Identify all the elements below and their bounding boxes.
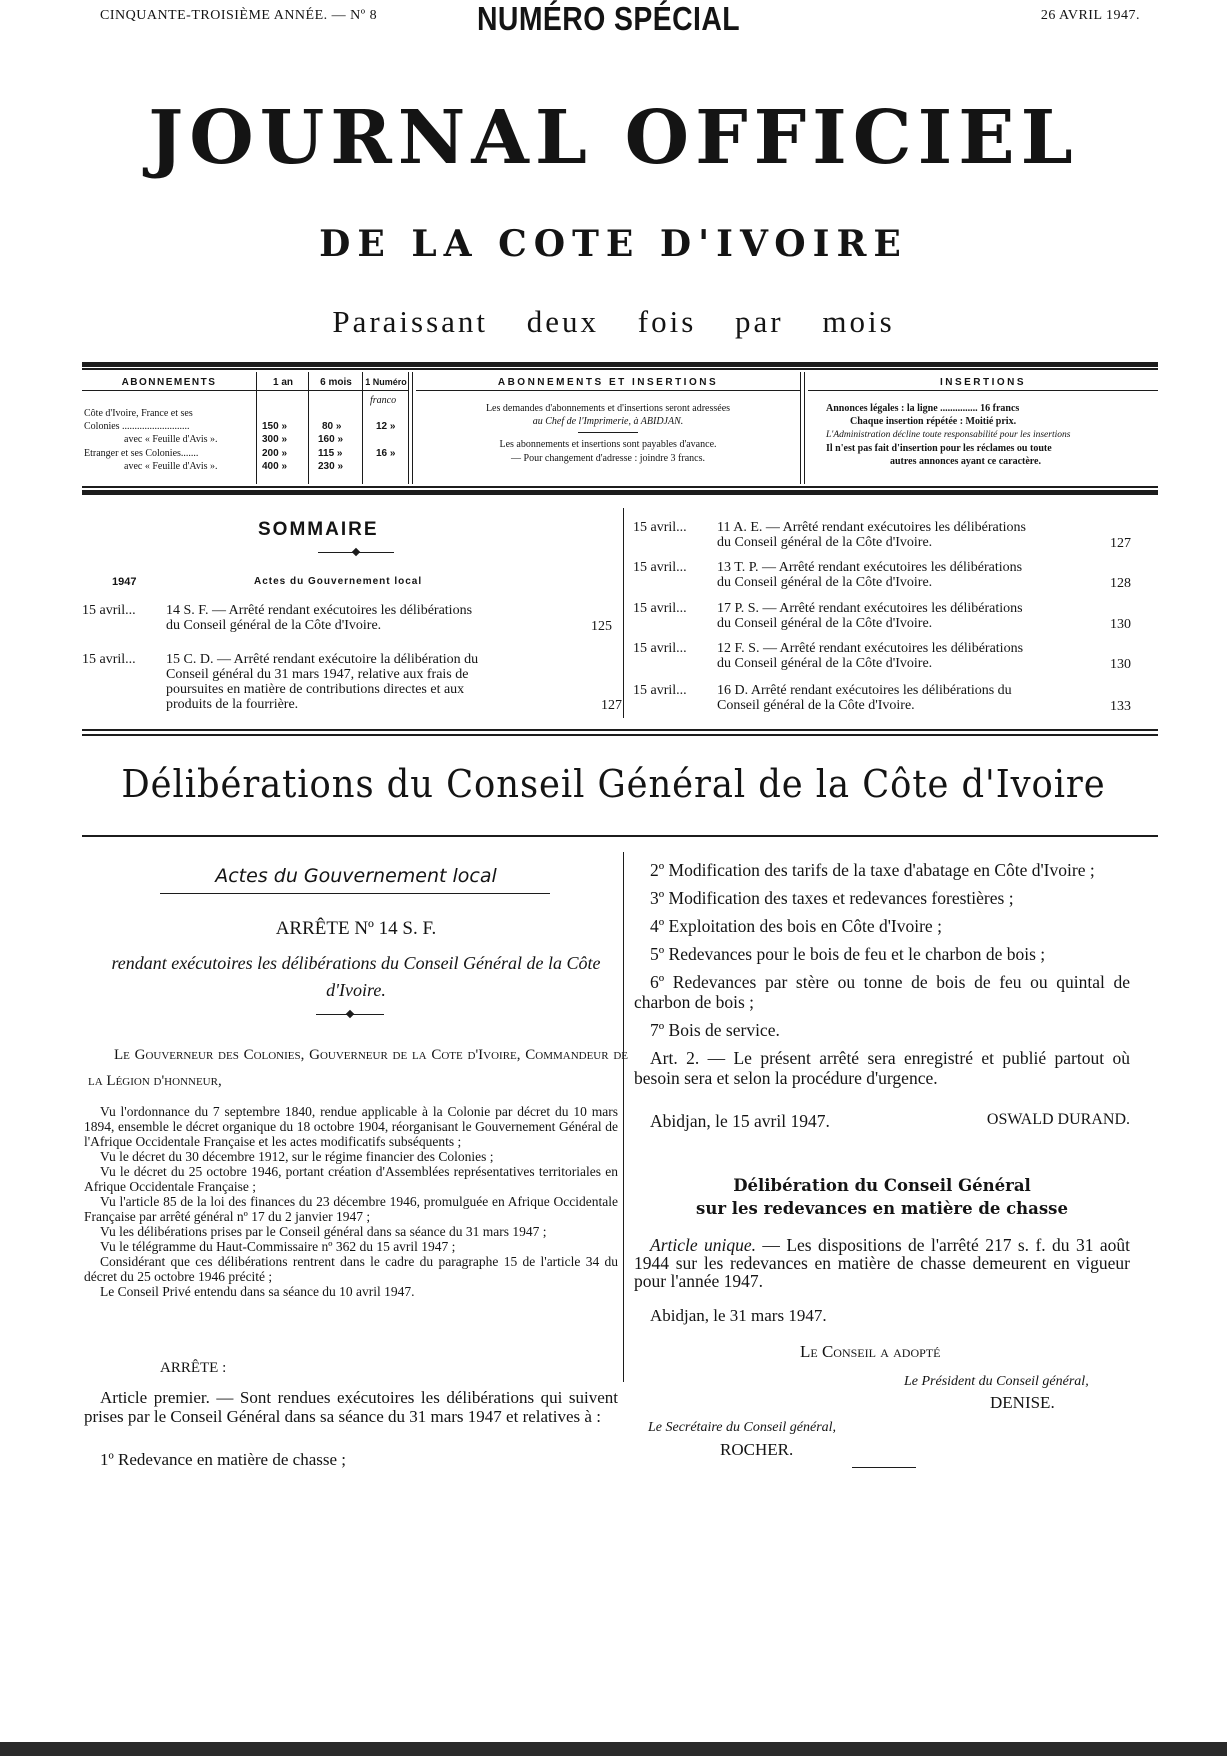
- insertions-line: Annonces légales : la ligne ............... 16 francs: [826, 403, 1020, 414]
- masthead-tagline: Paraissant deux fois par mois: [332, 304, 895, 339]
- scan-edge: [0, 1742, 1227, 1756]
- column-divider: [408, 372, 413, 484]
- summary-entry-page: 130: [1110, 657, 1131, 672]
- decree-signatory: OSWALD DURAND.: [986, 1111, 1130, 1128]
- insertions-line: autres annonces ayant ce caractère.: [890, 456, 1041, 467]
- issue-column-heading: 1 Numéro: [365, 377, 407, 387]
- section-heading: Actes du Gouvernement local: [215, 865, 497, 887]
- secretary-name: ROCHER.: [720, 1440, 794, 1459]
- six-months-column-heading: 6 mois: [320, 377, 352, 388]
- section-banner: Délibérations du Conseil Général de la Côte d'Ivoire: [121, 762, 1106, 806]
- info-line: au Chef de l'Imprimerie, à ABIDJAN.: [532, 416, 684, 427]
- summary-title: SOMMAIRE: [258, 519, 379, 540]
- ornament-diamond: [352, 548, 360, 556]
- summary-entry: [82, 652, 622, 714]
- deliberation-title: [634, 1174, 1130, 1220]
- preamble-clause: Vu le décret du 25 octobre 1946, portant création d'Assemblées représentatives territoriales en Afrique Occidentale Française ;: [84, 1164, 618, 1194]
- decree-item: 7º Bois de service.: [650, 1020, 780, 1040]
- subscription-issue-price: 16 »: [376, 448, 396, 459]
- summary-entry-text: 17 P. S. — Arrêté rendant exécutoires les délibérations du Conseil général de la Côte d'Ivoire.: [717, 601, 1023, 631]
- decree-item: 3º Modification des taxes et redevances forestières ;: [650, 888, 1014, 908]
- insertions-line: L'Administration décline toute responsabilité pour les insertions: [826, 430, 1071, 440]
- signature-rule: [852, 1467, 916, 1468]
- summary-entry-date: 15 avril...: [633, 683, 687, 698]
- summary-entry-date: 15 avril...: [633, 520, 687, 535]
- info-header-rule: [416, 390, 800, 391]
- deliberation-title-line: sur les redevances en matière de chasse: [696, 1199, 1068, 1218]
- preamble-clause: Considérant que ces délibérations rentrent dans le cadre du paragraphe 15 de l'article 34 du décret du 25 octobre 1946 précité ;: [84, 1254, 618, 1284]
- issue-column-note: franco: [370, 395, 397, 406]
- decree-items: [634, 860, 1130, 1088]
- summary-year: 1947: [112, 576, 137, 588]
- governor-title: Le Gouverneur des Colonies, Gouverneur de la Cote d'Ivoire, Commandeur de la Légion d'honneur,: [88, 1047, 628, 1089]
- subscription-year-price: 300 »: [262, 434, 288, 445]
- box-rule: [82, 486, 1158, 488]
- summary-entry-text: 11 A. E. — Arrêté rendant exécutoires les délibérations du Conseil général de la Côte d'Ivoire.: [717, 520, 1026, 550]
- decree-item: 5º Redevances pour le bois de feu et le charbon de bois ;: [650, 944, 1046, 964]
- subscription-row-label: Etranger et ses Colonies.......: [84, 448, 199, 459]
- summary-entry-text: 12 F. S. — Arrêté rendant exécutoires les délibérations du Conseil général de la Côte d'Ivoire.: [717, 641, 1024, 671]
- summary-entry: [633, 601, 1133, 633]
- summary-entry-page: 130: [1110, 617, 1131, 632]
- info-line: Les demandes d'abonnements et d'insertions seront adressées: [485, 403, 731, 414]
- summary-rule: [82, 734, 1158, 736]
- article-1: Article premier. — Sont rendues exécutoires les délibérations qui suivent prises par le Conseil Général dans sa séance du 31 mars 1947 et relatives à :: [84, 1388, 618, 1426]
- summary-entry-page: 128: [1110, 576, 1131, 591]
- decree-article-2: Art. 2. — Le présent arrêté sera enregistré et publié partout où besoin sera et selon la procédure d'urgence.: [634, 1048, 1130, 1088]
- masthead-subtitle: DE LA COTE D'IVOIRE: [319, 223, 908, 265]
- masthead-rule: [82, 362, 1158, 367]
- decree-signature: [650, 1111, 1130, 1132]
- info-line: Les abonnements et insertions sont payables d'avance.: [499, 439, 717, 450]
- summary-entry-text: 16 D. Arrêté rendant exécutoires les délibérations du Conseil général de la Côte d'Ivoire.: [717, 683, 1012, 713]
- preamble-clause: Vu l'ordonnance du 7 septembre 1840, rendue applicable à la Colonie par décret du 10 mars 1894, ensemble le décret organique du 18 octobre 1904, réorganisant le Gouvernement Général de l'Afrique Occidentale Française et les actes modificatifs subséquents ;: [84, 1104, 618, 1149]
- issue-date: 26 AVRIL 1947.: [1040, 8, 1140, 23]
- summary-entry-date: 15 avril...: [82, 652, 136, 667]
- subscription-year-price: 200 »: [262, 448, 288, 459]
- summary-entry-page: 127: [1110, 536, 1131, 551]
- preamble-clause: Le Conseil Privé entendu dans sa séance du 10 avril 1947.: [100, 1284, 415, 1299]
- banner-rule: [82, 835, 1158, 837]
- article-1-item: 1º Redevance en matière de chasse ;: [100, 1450, 346, 1469]
- subscriptions-heading: ABONNEMENTS: [121, 377, 217, 388]
- preamble-clause: Vu le télégramme du Haut-Commissaire nº 362 du 15 avril 1947 ;: [100, 1239, 456, 1254]
- subscription-row-label: avec « Feuille d'Avis ».: [124, 434, 218, 445]
- summary-entry-date: 15 avril...: [633, 601, 687, 616]
- summary-entry: [633, 683, 1133, 715]
- deliberation-title-line: Délibération du Conseil Général: [733, 1176, 1031, 1195]
- article-unique-text: — Les dispositions de l'arrêté 217 s. f. du 31 août 1944 sur les redevances en matière de chasse demeurent en vigueur pour l'année 1947.: [634, 1235, 1130, 1291]
- insertions-line: Chaque insertion répétée : Moitié prix.: [850, 416, 1017, 427]
- column-divider: [256, 372, 257, 484]
- subscription-row-label: Colonies ...........................: [84, 421, 190, 432]
- year-column-heading: 1 an: [272, 377, 293, 388]
- decree-place-date: Abidjan, le 15 avril 1947.: [650, 1111, 830, 1131]
- masthead-title: JOURNAL OFFICIEL: [148, 95, 1079, 181]
- subscription-year-price: 150 »: [262, 421, 288, 432]
- decree-item: 4º Exploitation des bois en Côte d'Ivoire ;: [650, 916, 942, 936]
- summary-entry-page: 127: [601, 698, 622, 713]
- section-heading-rule: [160, 893, 550, 894]
- decree-subtitle: rendant exécutoires les délibérations du Conseil Général de la Côte d'Ivoire.: [111, 953, 601, 1000]
- subscription-six-month-price: 80 »: [322, 421, 342, 432]
- decree-title: ARRÊTE Nº 14 S. F.: [275, 918, 437, 939]
- summary-entry: [633, 520, 1133, 552]
- summary-entry-date: 15 avril...: [633, 641, 687, 656]
- insertions-header-rule: [808, 390, 1158, 391]
- insertions-heading: INSERTIONS: [939, 377, 1027, 388]
- info-divider: [578, 432, 638, 433]
- column-divider: [308, 372, 309, 484]
- subscription-header-rule: [82, 390, 408, 391]
- summary-section: Actes du Gouvernement local: [254, 576, 423, 587]
- summary-entry-text: 15 C. D. — Arrêté rendant exécutoire la délibération du Conseil général du 31 mars 1947, relative aux frais de poursuites en matière de contributions directes et aux produits de la fourrière.: [166, 652, 479, 712]
- preamble-clause: Vu l'article 85 de la loi des finances du 23 décembre 1946, promulguée en Afrique Occidentale Française par arrêté général nº 17 du 2 janvier 1947 ;: [84, 1194, 618, 1224]
- box-rule-thick: [82, 490, 1158, 495]
- summary-entry-page: 125: [591, 619, 612, 634]
- preamble: [84, 1104, 618, 1299]
- issue-strip: [100, 2, 1140, 42]
- president-title: Le Président du Conseil général,: [904, 1374, 1089, 1389]
- subscription-six-month-price: 160 »: [318, 434, 344, 445]
- deliberation-place-date: Abidjan, le 31 mars 1947.: [650, 1306, 827, 1325]
- column-divider: [800, 372, 805, 484]
- article-unique-label: Article unique.: [650, 1235, 757, 1255]
- decree-item: 6º Redevances par stère ou tonne de bois de feu ou quintal de charbon de bois ;: [634, 972, 1130, 1012]
- subscription-year-price: 400 »: [262, 461, 288, 472]
- summary-column-divider: [623, 508, 624, 718]
- decree-item: 2º Modification des tarifs de la taxe d'abatage en Côte d'Ivoire ;: [650, 860, 1095, 880]
- ornament-diamond: [346, 1010, 354, 1018]
- summary-entry: [633, 641, 1133, 673]
- subscription-row-label: avec « Feuille d'Avis ».: [124, 461, 218, 472]
- article-unique: [634, 1236, 1130, 1290]
- adoption-note: Le Conseil a adopté: [800, 1342, 941, 1361]
- edition-number: CINQUANTE-TROISIÈME ANNÉE. — Nº 8: [100, 8, 378, 23]
- subscription-box: [82, 372, 1158, 484]
- summary-entry-date: 15 avril...: [633, 560, 687, 575]
- summary-entry-text: 13 T. P. — Arrêté rendant exécutoires les délibérations du Conseil général de la Côte d'Ivoire.: [717, 560, 1023, 590]
- summary-rule: [82, 729, 1158, 731]
- subscription-six-month-price: 230 »: [318, 461, 344, 472]
- insertions-line: Il n'est pas fait d'insertion pour les réclames ou toute: [826, 443, 1052, 454]
- column-divider: [362, 372, 363, 484]
- decrees-label: ARRÊTE :: [160, 1360, 227, 1376]
- preamble-clause: Vu le décret du 30 décembre 1912, sur le régime financier des Colonies ;: [100, 1149, 494, 1164]
- summary-entry-date: 15 avril...: [82, 603, 136, 618]
- subscription-issue-price: 12 »: [376, 421, 396, 432]
- special-issue-label: NUMÉRO SPÉCIAL: [477, 0, 741, 37]
- summary-entry-text: 14 S. F. — Arrêté rendant exécutoires les délibérations du Conseil général de la Côte d'Ivoire.: [166, 603, 473, 633]
- president-name: DENISE.: [990, 1393, 1055, 1412]
- info-line: — Pour changement d'adresse : joindre 3 francs.: [511, 453, 705, 464]
- summary-entry-page: 133: [1110, 699, 1131, 714]
- summary-entry: [82, 603, 612, 635]
- preamble-clause: Vu les délibérations prises par le Conseil général dans sa séance du 31 mars 1947 ;: [100, 1224, 547, 1239]
- subscription-six-month-price: 115 »: [318, 448, 343, 459]
- summary-entry: [633, 560, 1133, 592]
- secretary-title: Le Secrétaire du Conseil général,: [648, 1420, 837, 1435]
- masthead-rule-thin: [82, 368, 1158, 370]
- info-heading: ABONNEMENTS ET INSERTIONS: [497, 377, 719, 388]
- subscription-row-label: Côte d'Ivoire, France et ses: [84, 408, 193, 419]
